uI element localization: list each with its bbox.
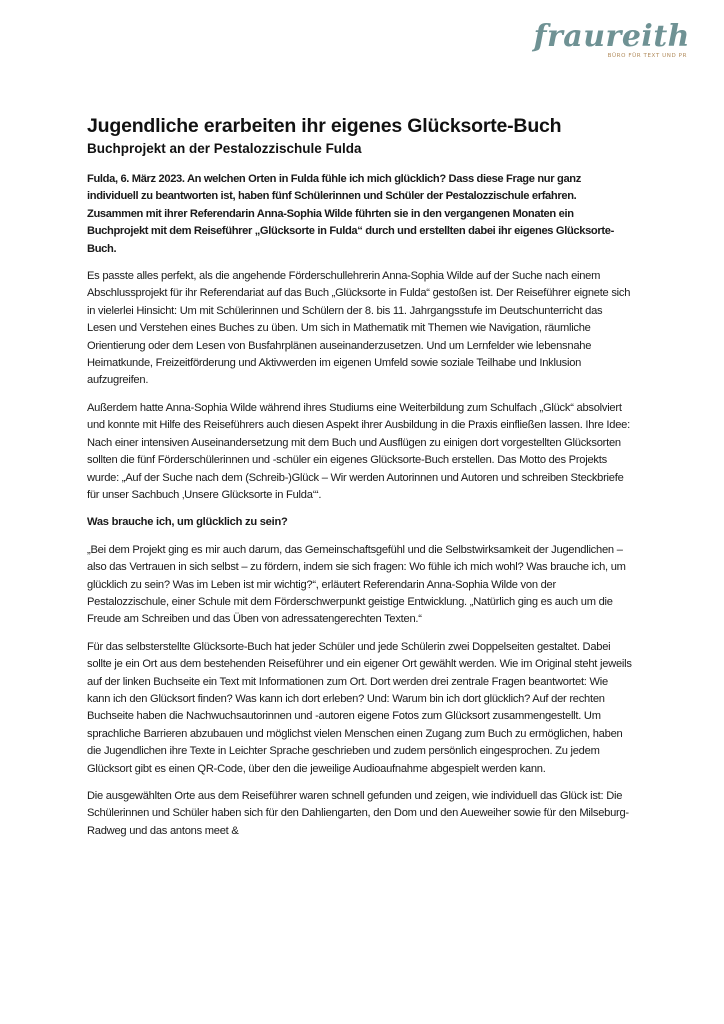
logo-tagline: BÜRO FÜR TEXT UND PR xyxy=(607,53,687,59)
section-heading: Was brauche ich, um glücklich zu sein? xyxy=(87,516,288,529)
press-release xyxy=(87,114,632,840)
article-title: Jugendliche erarbeiten ihr eigenes Glücksorte-Buch xyxy=(87,115,562,137)
body-paragraph-1: Es passte alles perfekt, als die angehende Förderschullehrerin Anna-Sophia Wilde auf der Suche nach einem Abschlussprojekt für ihr Referendariat auf das Buch „Glücksorte in Fulda“ gestoßen ist. Der Reiseführer eignete sich in vielerlei Hinsicht: Um mit Schülerinnen und Schülern der 8. bis 11. Jahrgangsstufe im Deutschunterricht das Lesen und Verstehen eines Buches zu üben. Um sich in Mathematik mit Themen wie Navigation, räumliche Orientierung oder dem Lesen von Busfahrplänen auseinanderzusetzen. Und um Lernfelder wie lebensnahe Heimatkunde, Freizeitförderung und Aktivwerden im eigenen Umfeld sowie soziale Teilhabe und Inklusion aufzugreifen. xyxy=(87,270,631,387)
body-paragraph-4: Für das selbsterstellte Glücksorte-Buch hat jeder Schüler und jede Schülerin zwei Doppelseiten gestaltet. Dabei sollte je ein Ort aus dem bestehenden Reiseführer und ein eigener Ort gewählt werden. Wie im Original steht jeweils auf der linken Buchseite ein Text mit Informationen zum Ort. Dort werden drei zentrale Fragen beantwortet: Wie kann ich den Glücksort finden? Was kann ich dort erleben? Und: Warum bin ich dort glücklich? Auf der rechten Buchseite haben die Nachwuchsautorinnen und -autoren eigene Fotos zum Glücksort zusammengestellt. Um sprachliche Barrieren abzubauen und möglichst vielen Menschen einen Zugang zum Buch zu ermöglichen, haben die Jugendlichen ihre Texte in Leichter Sprache geschrieben und zudem persönlich eingesprochen. Zu jedem Glücksort gibt es einen QR-Code, über den die jeweilige Audioaufnahme abgespielt werden kann. xyxy=(87,640,632,775)
article-subtitle: Buchprojekt an der Pestalozzischule Fulda xyxy=(87,141,362,156)
body-paragraph-3: „Bei dem Projekt ging es mir auch darum, das Gemeinschaftsgefühl und die Selbstwirksamkeit der Jugendlichen – also das Vertrauen in sich selbst – zu fördern, indem sie sich fragen: Wo fühle ich mich wohl? Was brauche ich, um glücklich zu sein? Was im Leben ist mir wichtig?“, erläutert Referendarin Anna-Sophia Wilde von der Pestalozzischule, einer Schule mit dem Förderschwerpunkt geistige Entwicklung. „Natürlich ging es auch um die Freude am Schreiben und das Üben von adressatengerechten Texten.“ xyxy=(87,543,626,626)
body-paragraph-5: Die ausgewählten Orte aus dem Reiseführer waren schnell gefunden und zeigen, wie individuell das Glück ist: Die Schülerinnen und Schüler haben sich für den Dahliengarten, den Dom und den Aueweiher sowie für den Milseburg-Radweg und das antons meet & xyxy=(87,790,629,837)
logo-wordmark: fraureith xyxy=(533,19,690,54)
body-paragraph-2: Außerdem hatte Anna-Sophia Wilde während ihres Studiums eine Weiterbildung zum Schulfach „Glück“ absolviert und konnte mit Hilfe des Reiseführers auch diesen Aspekt ihrer Ausbildung in die Praxis einfließen lassen. Ihre Idee: Nach einer intensiven Auseinandersetzung mit dem Buch und Ausflügen zu einigen dort vorgestellten Glücksorten sollten die fünf Förderschülerinnen und -schüler ein eigenes Glücksorte-Buch erstellen. Das Motto des Projekts wurde: „Auf der Suche nach dem (Schreib-)Glück – Wir werden Autorinnen und Autoren und schreiben Steckbriefe für unser Sachbuch ‚Unsere Glücksorte in Fulda‘“. xyxy=(87,401,630,501)
company-logo xyxy=(533,19,690,59)
lead-paragraph: Fulda, 6. März 2023. An welchen Orten in Fulda fühle ich mich glücklich? Dass diese Frage nur ganz individuell zu beantworten ist, haben fünf Schülerinnen und Schüler der Pestalozzischule erfahren. Zusammen mit ihrer Referendarin Anna-Sophia Wilde führten sie in den vergangenen Monaten ein Buchprojekt mit dem Reiseführer „Glücksorte in Fulda“ durch und erstellten dabei ihr eigenes Glücksorte-Buch. xyxy=(87,173,614,255)
